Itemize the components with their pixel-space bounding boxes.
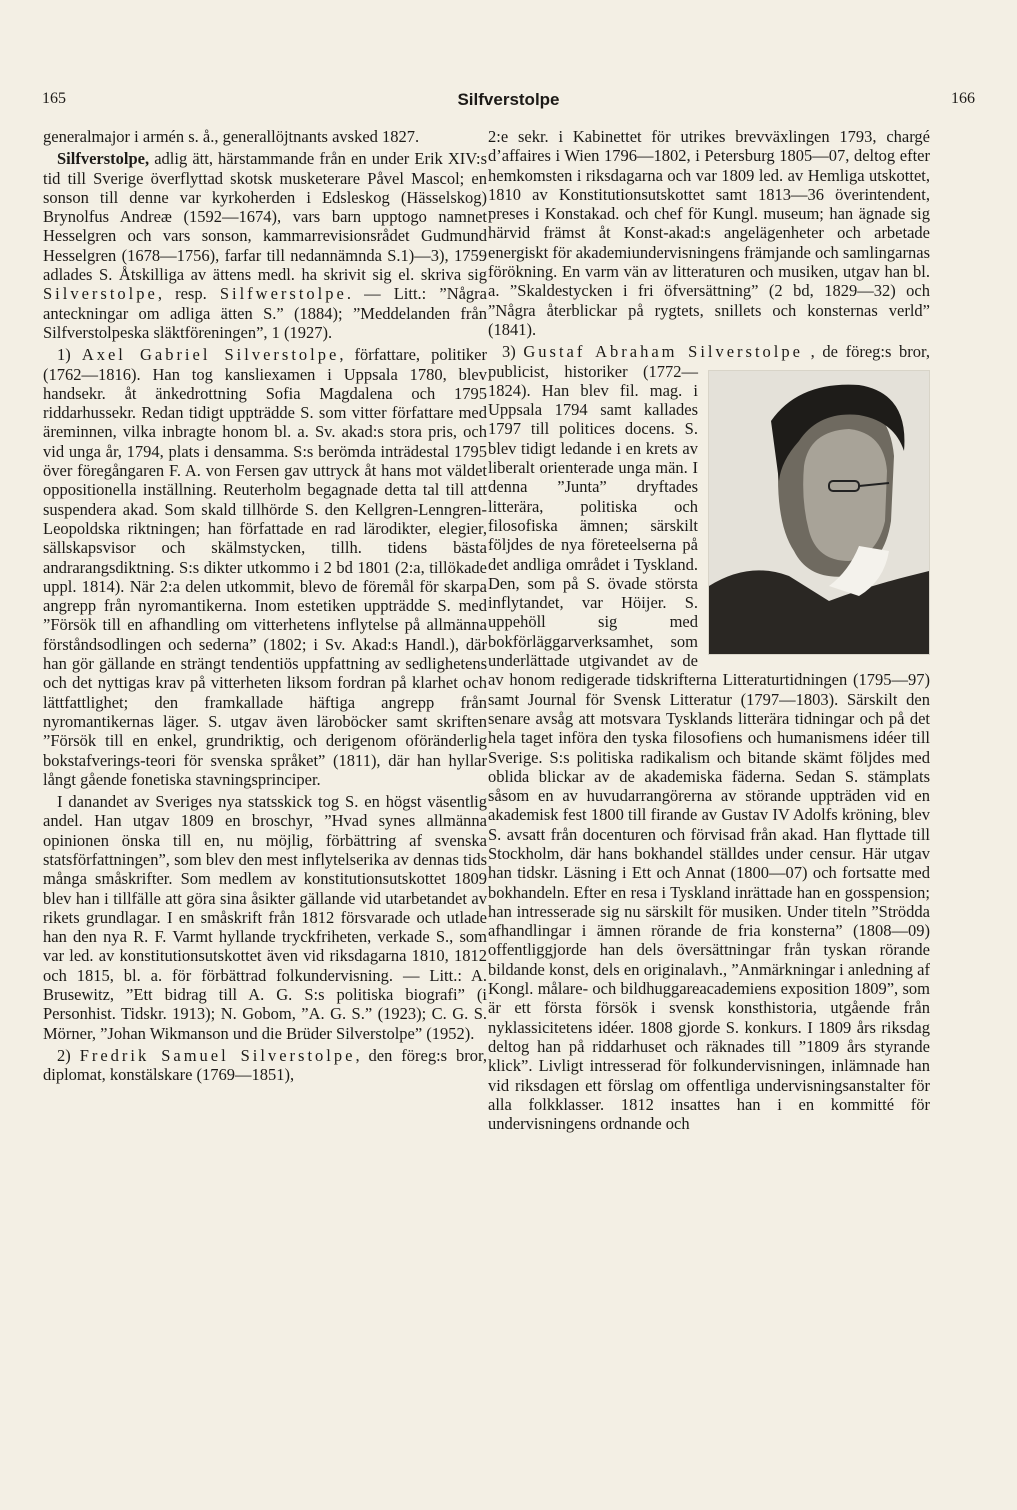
paragraph-text: 2:e sekr. i Kabinettet för utrikes brevväxlingen 1793, chargé d’affaires i Wien 1796—1802, i Petersburg 1805—07, deltog efter hemkomsten i riksdagarna och var 1809 led. av Hemliga utskottet, 1810 av Konstitutionsutskottet samt 1813—36 överintendent, preses i Konstakad. och chef för Kungl. museum; han ägnade sig härvid främst åt Konst-akad:s angelägenheter och arbetade energiskt för akademiundervisningens främjande och samlingarnas förökning. En varm vän av litteraturen och musiken, utgav han bl. a. ”Skaldestycken i fri öfversättning” (2 bd, 1829—32) och ”Några återblickar på rygtets, snillets och konsternas verld” (1841). <box>488 127 930 339</box>
paragraph-text: , de föreg:s bror, publicist, historiker (1772—1824). Han blev fil. mag. i Uppsala 1794 samt kallades 1797 till politices docens. S. blev tidigt ledande i en krets av liberalt orienterade unga män. I denna ”Junta” dryftades litterära, politiska och filosofiska ämnen; särskilt följdes de nya företeelserna på det andliga området i Tyskland. Den, som på S. övade största inflytandet, var Höijer. S. uppehöll sig med bokförläggarverksamhet, som underlättade utgivandet av de av honom redigerade tidskrifterna Litteraturtidningen (1795—97) samt Journal för Svensk Litteratur (1797—1803). Särskilt den senare avsåg att motsvara Tysklands litterära tidningar och på det hela taget införa den tyska filosofiens och humanismens idéer till Sverige. S:s politiska radikalism och bitande skämt följdes med oblida blickar av de akademiska fäderna. Sedan S. stämplats såsom en av huvudarrangörerna av störande uppträden vid en akademisk fest 1800 till firande av Gustav IV Adolfs kröning, blev S. avsatt från docenturen och förvisad från akad. Han flyttade till Stockholm, där hans bokhandel ställdes under censur. Här utgav han tidskr. Läsning i Ett och Annat (1800—07) och fortsatte med bokhandeln. Efter en resa i Tyskland inrättade han en gosspension; han intresserade sig nu särskilt för musiken. Under titeln ”Strödda afhandlingar i ämnen rörande de fria konsterna” (1808—09) offentliggjorde han dels översättningar från tyskan rörande bildande konst, dels en originalavh., ”Anmärkningar i anledning af Kongl. målare- och bildhuggareacademiens exposition 1809”, som är ett första försök i svensk konsthistoria, utgående från nyklassicitetens idéer. 1808 gjorde S. konkurs. I 1809 års riksdag deltog han på riddarhuset och räknades till ”1809 års styrande klick”. Livligt intresserad för folkundervisningen, inlämnade han vid riksdagen ett förslag om offentliga undervisningsanstalter för alla folkklasser. 1812 insattes han i en kommitté för undervisningens ordnande och <box>488 342 930 1134</box>
left-column <box>43 127 487 1085</box>
paragraph-text: adlig ätt, härstammande från en under Erik XIV:s tid till Sverige överflyttad skotsk musketerare Påvel Mascol; en sonson till denne var kyrkoherden i Edsleskog (Hässelskog) Brynolfus Andreæ (1592—1674), vars barn upptogo namnet Hesselgren och vars sonson, kammarrevisionsrådet Gudmund Hesselgren (1678—1756), farfar till nedannämnda S.1)—3), 1759 adlades S. Åtskilliga av ättens medl. ha skrivit sig el. skriva sig <box>43 149 487 285</box>
paragraph-text: , författare, politiker (1762—1816). Han tog kansliexamen i Uppsala 1780, blev handsekr. åt änkedrottning Sofia Magdalena och 1795 riddarhussekr. Redan tidigt uppträdde S. som vitter författare med äreminnen, vilka inbragte honom bl. a. Sv. akad:s stora pris, och vid unga år, 1794, plats i densamma. S:s berömda inträdestal 1795 över föregångaren F. A. von Fersen gav uttryck åt hans mot väldet oppositionella inställning. Reuterholm begagnade detta tal till att suspendera akad. Som skald tillhörde S. den Kellgren-Lenngren-Leopoldska riktningen; han författade en rad lärodikter, elegier, sällskapsvisor och skälmstycken, tillh. tidens bästa andrarangsdiktning. S:s dikter utkommo i 2 bd 1801 (2:a, tillökade uppl. 1814). När 2:a delen utkommit, blevo de föremål för skarpa angrepp från nyromantikerna. Inom estetiken uppträdde S. med ”Försök till en afhandling om vitterhetens inflytelse på allmänna förståndsodlingen och sederna” (1802; i Sv. Akad:s Handl.), där han gör gällande en strängt tendentiös uppfattning av sedlighetens och det nyttigas krav på vitterheten liksom fordran på klarhet och lättfattlighet; den framkallade häftiga angrepp från nyromantikernas läger. S. utgav även läroböcker samt skriften ”Försök till en enkel, grundriktig, och derigenom oföränderlig bokstafverings-teori för svenska språket” (1811), där han hyllar långt gående fonetiska stavningsprinciper. <box>43 345 487 789</box>
spaced-name: Silverstolpe <box>43 284 158 304</box>
paragraph-text: , resp. <box>157 284 220 304</box>
paragraph-entry-2-cont <box>488 127 930 339</box>
page-number-left: 165 <box>42 90 66 107</box>
entry-number: 1) <box>57 345 82 365</box>
page-header <box>42 90 975 116</box>
entry-headword: Silfverstolpe, <box>57 149 150 169</box>
spaced-name: Fredrik Samuel Silverstolpe <box>79 1045 356 1065</box>
running-title: Silfverstolpe <box>457 90 560 109</box>
paragraph-text: . — Litt.: ”Några anteckningar om adliga ätten S.” (1884); ”Meddelanden från Silfverstolpeska släktföreningen”, 1 (1927). <box>43 284 487 342</box>
paragraph-entry-2 <box>43 1046 487 1085</box>
paragraph-text: I danandet av Sveriges nya statsskick tog S. en högst väsentlig andel. Han utgav 1809 en broschyr, ”Hvad synes allmänna opinionen önska till en, nu möjlig, förbättring af svenska statsförfattningen”, som blev den mest inflytelserika av dennas tids många småskrifter. Som medlem av konstitutionsutskottet 1809 blev han i tillfälle att göra sina åsikter gällande vid utarbetandet av rikets grundlagar. I en småskrift från 1812 försvarade och utlade han den nya R. F. Varmt hyllande tryckfriheten, verkade S., som var led. av konstitutionsutskottet även vid riksdagarna 1810, 1812 och 1815, bl. a. för förbättrad folkundervisning. — Litt.: A. Brusewitz, ”Ett bidrag till A. G. S:s politiska biografi” (i Personhist. Tidskr. 1913); N. Gobom, ”A. G. S.” (1923); C. G. S. Mörner, ”Johan Wikmanson und die Brüder Silverstolpe” (1952). <box>43 792 487 1043</box>
spaced-name: Silfwerstolpe <box>219 284 347 304</box>
portrait-image <box>708 370 930 655</box>
page-number-right: 166 <box>951 90 975 107</box>
paragraph-entry-1-cont <box>43 792 487 1043</box>
paragraph-family-entry <box>43 149 487 342</box>
spaced-name: Axel Gabriel Silverstolpe <box>81 345 340 365</box>
paragraph-entry-3 <box>488 342 930 1133</box>
paragraph-text: generalmajor i armén s. å., generallöjtnants avsked 1827. <box>43 127 420 146</box>
entry-number: 3) <box>502 342 524 362</box>
spaced-name: Gustaf Abraham Silverstolpe <box>523 342 803 362</box>
paragraph-entry-1 <box>43 345 487 789</box>
right-column <box>488 127 930 1133</box>
entry-number: 2) <box>57 1045 80 1065</box>
paragraph-continuation <box>43 127 487 146</box>
paragraph-text: , den föreg:s bror, diplomat, konstälskare (1769—1851), <box>43 1045 487 1085</box>
portrait-figure <box>708 370 930 655</box>
